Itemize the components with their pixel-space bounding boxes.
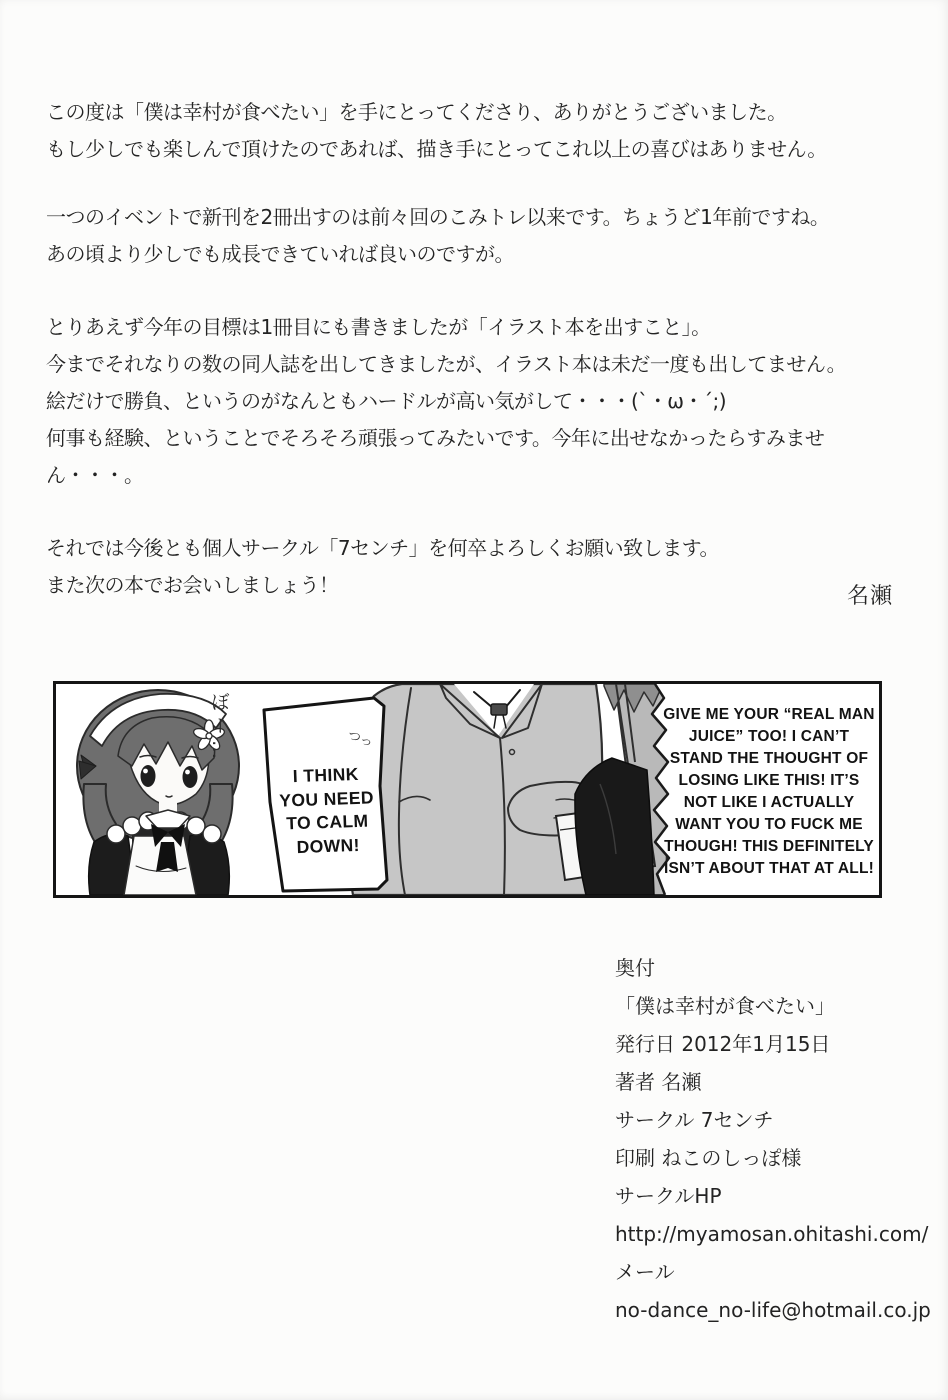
- speech-bubble-rant-text: GIVE ME YOUR “REAL MAN JUICE” TOO! I CAN’T STAND THE THOUGHT OF LOSING LIKE THIS! IT’S NOT LIKE I ACTUALLY WANT YOU TO FUCK ME THOUGH! THIS DEFINITELY ISN’T ABOUT THAT AT ALL!: [663, 706, 875, 877]
- colophon-author: 著者 名瀬: [615, 1070, 702, 1094]
- dark-garment: [575, 758, 654, 895]
- colophon-hp-label: サークルHP: [615, 1184, 722, 1208]
- colophon-hp-url: http://myamosan.ohitashi.com/: [615, 1222, 929, 1246]
- afterword-text: [46, 94, 906, 635]
- afterword-paragraph-3: [46, 309, 906, 494]
- colophon-mail-address: no-dance_no-life@hotmail.co.jp: [615, 1298, 931, 1322]
- afterword-line: 一つのイベントで新刊を2冊出すのは前々回のこみトレ以来です。ちょうど1年前ですね。: [46, 205, 830, 229]
- afterword-line: 絵だけで勝負、というのがなんともハードルが高い気がして・・・(`・ω・´;): [46, 389, 727, 413]
- afterword-line: 今までそれなりの数の同人誌を出してきましたが、イラスト本は未だ一度も出してません。: [46, 352, 847, 376]
- sfx-daze: ぼー…: [208, 692, 230, 764]
- afterword-line: 何事も経験、ということでそろそろ頑張ってみたいです。今年に出せなかったらすみません・・・。: [46, 426, 825, 487]
- afterword-line: この度は「僕は幸村が食べたい」を手にとってくださり、ありがとうございました。: [46, 100, 787, 124]
- afterword-line: もし少しでも楽しんで頂けたのであれば、描き手にとってこれ以上の喜びはありません。: [46, 137, 827, 161]
- afterword-paragraph-2: [46, 199, 906, 273]
- colophon-heading: 奥付: [615, 956, 655, 980]
- afterword-paragraph-1: [46, 94, 906, 168]
- afterword-line: それでは今後とも個人サークル「7センチ」を何卒よろしくお願い致します。: [46, 536, 720, 560]
- colophon: [615, 949, 931, 1329]
- colophon-printer: 印刷 ねこのしっぽ様: [615, 1146, 802, 1170]
- afterword-paragraph-4: [46, 530, 906, 604]
- afterword-line: あの頃より少しでも成長できていれば良いのですが。: [46, 242, 514, 266]
- sfx-flinch: つっ: [345, 727, 375, 751]
- colophon-book-title: 「僕は幸村が食べたい」: [615, 994, 835, 1018]
- speech-bubble-calm-text: I THINK YOU NEED TO CALM DOWN!: [278, 763, 375, 857]
- author-signature: 名瀬: [846, 584, 893, 609]
- afterword-line: また次の本でお会いしましょう！: [46, 573, 339, 597]
- colophon-circle: サークル 7センチ: [615, 1108, 774, 1132]
- comic-panel: [53, 681, 882, 898]
- afterword-line: とりあえず今年の目標は1冊目にも書きましたが「イラスト本を出すこと」。: [46, 315, 711, 339]
- colophon-mail-label: メール: [615, 1260, 675, 1284]
- colophon-publish-date: 発行日 2012年1月15日: [615, 1032, 831, 1056]
